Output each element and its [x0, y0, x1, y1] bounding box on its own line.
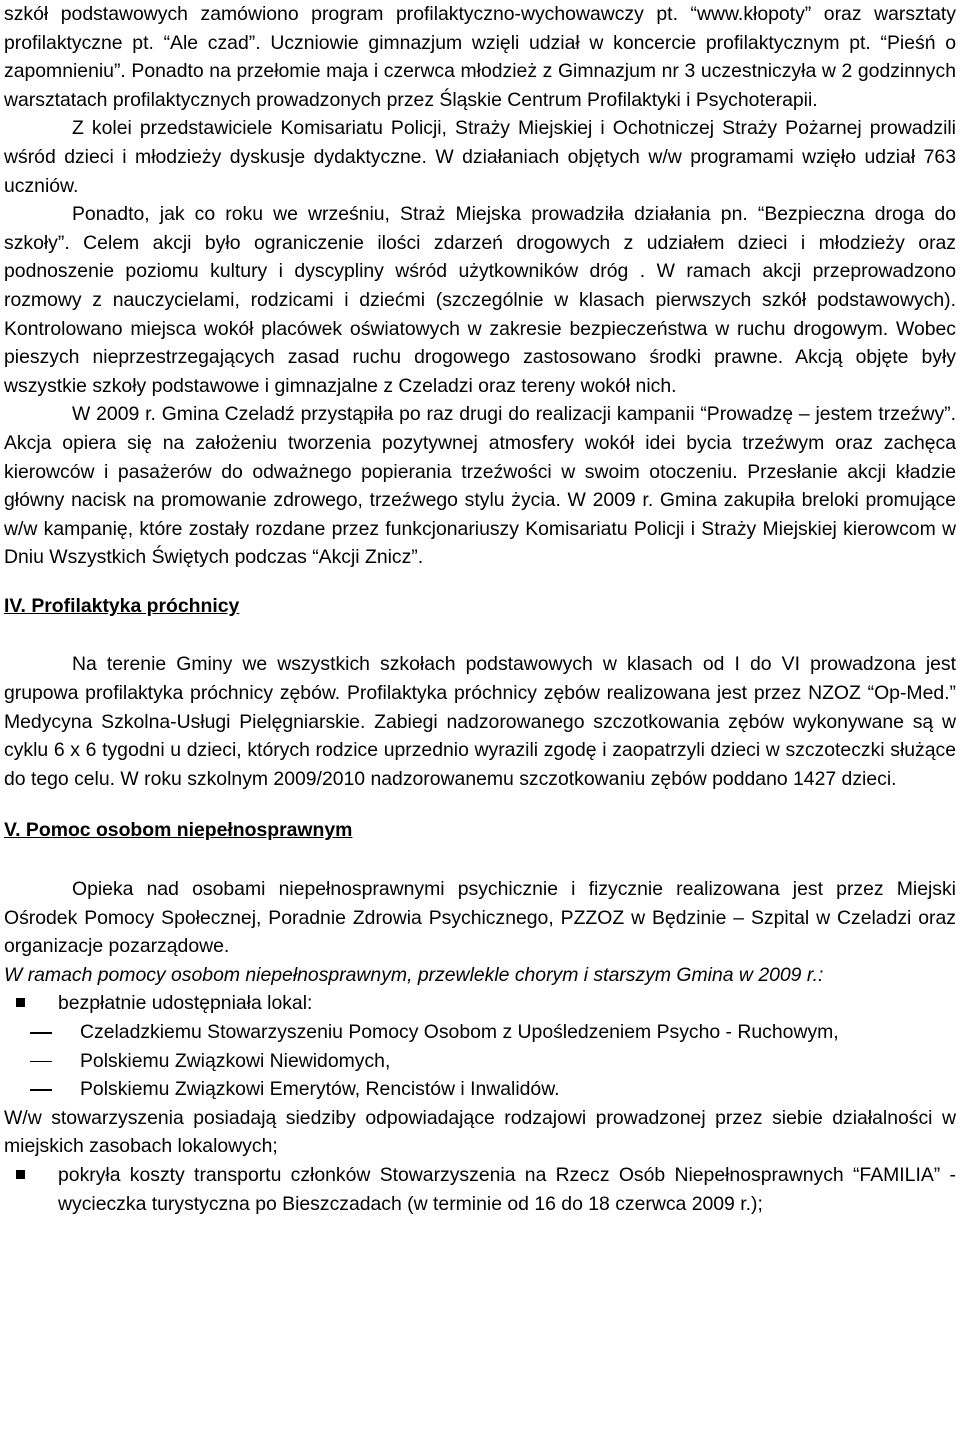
dash-list [4, 1018, 956, 1104]
paragraph-disabled-care: Opieka nad osobami niepełnosprawnymi psychicznie i fizycznie realizowana jest przez Miejski Ośrodek Pomocy Społecznej, Poradnie Zdrowia Psychicznego, PZZOZ w Będzinie – Szpital w Czeladzi oraz organizacje pozarządowe. [4, 878, 956, 958]
square-bullet-list [4, 989, 956, 1018]
square-bullet-icon [16, 1170, 25, 1179]
list-item-text: Polskiemu Związkowi Niewidomych, [80, 1049, 391, 1072]
list-item [4, 1161, 956, 1218]
dash-bullet-icon [30, 1089, 52, 1091]
paragraph-police-discussions: Z kolei przedstawiciele Komisariatu Policji, Straży Miejskiej i Ochotniczej Straży Pożarnej prowadzili wśród dzieci i młodzieży dyskusje dydaktyczne. W działaniach objętych w/w programami wzięło udział 763 uczniów. [4, 117, 956, 197]
paragraph-associations-premises: W/w stowarzyszenia posiadają siedziby odpowiadające rodzajowi prowadzonej przez siebie działalności w miejskich zasobach lokalowych; [4, 1106, 956, 1158]
list-item-text: pokryła koszty transportu członków Stowarzyszenia na Rzecz Osób Niepełnosprawnych “FAMILIA” - wycieczka turystyczna po Bieszczadach (w terminie od 16 do 18 czerwca 2009 r.); [58, 1163, 956, 1215]
list-item [4, 1047, 956, 1076]
paragraph-sober-driver-campaign: W 2009 r. Gmina Czeladź przystąpiła po raz drugi do realizacji kampanii “Prowadzę – jestem trzeźwy”. Akcja opiera się na założeniu tworzenia pozytywnej atmosfery wokół idei bycia trzeźwym oraz zachęca kierowców i pasażerów do odważnego popierania trzeźwości w swoim otoczeniu. Przesłanie akcji kładzie główny nacisk na promowanie zdrowego, trzeźwego stylu życia. W 2009 r. Gmina zakupiła breloki promujące w/w kampanię, które zostały rozdane przez funkcjonariuszy Komisariatu Policji i Straży Miejskiej kierowcom w Dniu Wszystkich Świętych podczas “Akcji Znicz”. [4, 403, 956, 569]
list-item [4, 1018, 956, 1047]
list-item-text: Polskiemu Związkowi Emerytów, Rencistów i Inwalidów. [80, 1078, 560, 1101]
spacer [4, 572, 956, 592]
spacer [4, 793, 956, 816]
list-item-text: bezpłatnie udostępniała lokal: [58, 992, 313, 1015]
paragraph-safe-road-to-school: Ponadto, jak co roku we wrześniu, Straż Miejska prowadziła działania pn. “Bezpieczna droga do szkoły”. Celem akcji było ograniczenie ilości zdarzeń drogowych z udziałem dzieci i młodzieży oraz podnoszenie poziomu kultury i dyscypliny wśród użytkowników dróg . W ramach akcji przeprowadzono rozmowy z nauczycielami, rodzicami i dziećmi (szczególnie w klasach pierwszych szkół podstawowych). Kontrolowano miejsca wokół placówek oświatowych w zakresie bezpieczeństwa w ruchu drogowym. Wobec pieszych nieprzestrzegających zasad ruchu drogowego zastosowano środki prawne. Akcją objęte były wszystkie szkoły podstawowe i gimnazjalne z Czeladzi oraz tereny wokół nich. [4, 203, 956, 397]
list-item [4, 989, 956, 1018]
spacer [4, 845, 956, 875]
section-heading-disabled-support: V. Pomoc osobom niepełnosprawnym [4, 819, 353, 842]
paragraph-caries-prevention: Na terenie Gminy we wszystkich szkołach podstawowych w klasach od I do VI prowadzona jest grupowa profilaktyka próchnicy zębów. Profilaktyka próchnicy zębów realizowana jest przez NZOZ “Op-Med.” Medycyna Szkolna-Usługi Pielęgniarskie. Zabiegi nadzorowanego szczotkowania zębów wykonywane są w cyklu 6 x 6 tygodni u dzieci, których rodzice uprzednio wyrazili zgodę i zaopatrzyli dzieci w szczoteczki służące do tego celu. W roku szkolnym 2009/2010 nadzorowanemu szczotkowaniu zębów poddano 1427 dzieci. [4, 653, 956, 790]
spacer [4, 620, 956, 650]
dash-bullet-icon [30, 1061, 52, 1063]
dash-bullet-icon [30, 1032, 52, 1034]
paragraph-prevention-programs: szkół podstawowych zamówiono program profilaktyczno-wychowawczy pt. “www.kłopoty” oraz warsztaty profilaktyczne pt. “Ale czad”. Uczniowie gimnazjum wzięli udział w koncercie profilaktycznym pt. “Pieśń o zapomnieniu”. Ponadto na przełomie maja i czerwca młodzież z Gimnazjum nr 3 uczestniczyła w 2 godzinnych warsztatach profilaktycznych prowadzonych przez Śląskie Centrum Profilaktyki i Psychoterapii. [4, 3, 956, 111]
section-heading-caries-prevention: IV. Profilaktyka próchnicy [4, 594, 240, 617]
paragraph-italic-intro: W ramach pomocy osobom niepełnosprawnym, przewlekle chorym i starszym Gmina w 2009 r.: [4, 963, 824, 986]
square-bullet-icon [16, 998, 25, 1007]
square-bullet-list [4, 1161, 956, 1218]
list-item [4, 1075, 956, 1104]
list-item-text: Czeladzkiemu Stowarzyszeniu Pomocy Osobom z Upośledzeniem Psycho - Ruchowym, [80, 1021, 839, 1043]
